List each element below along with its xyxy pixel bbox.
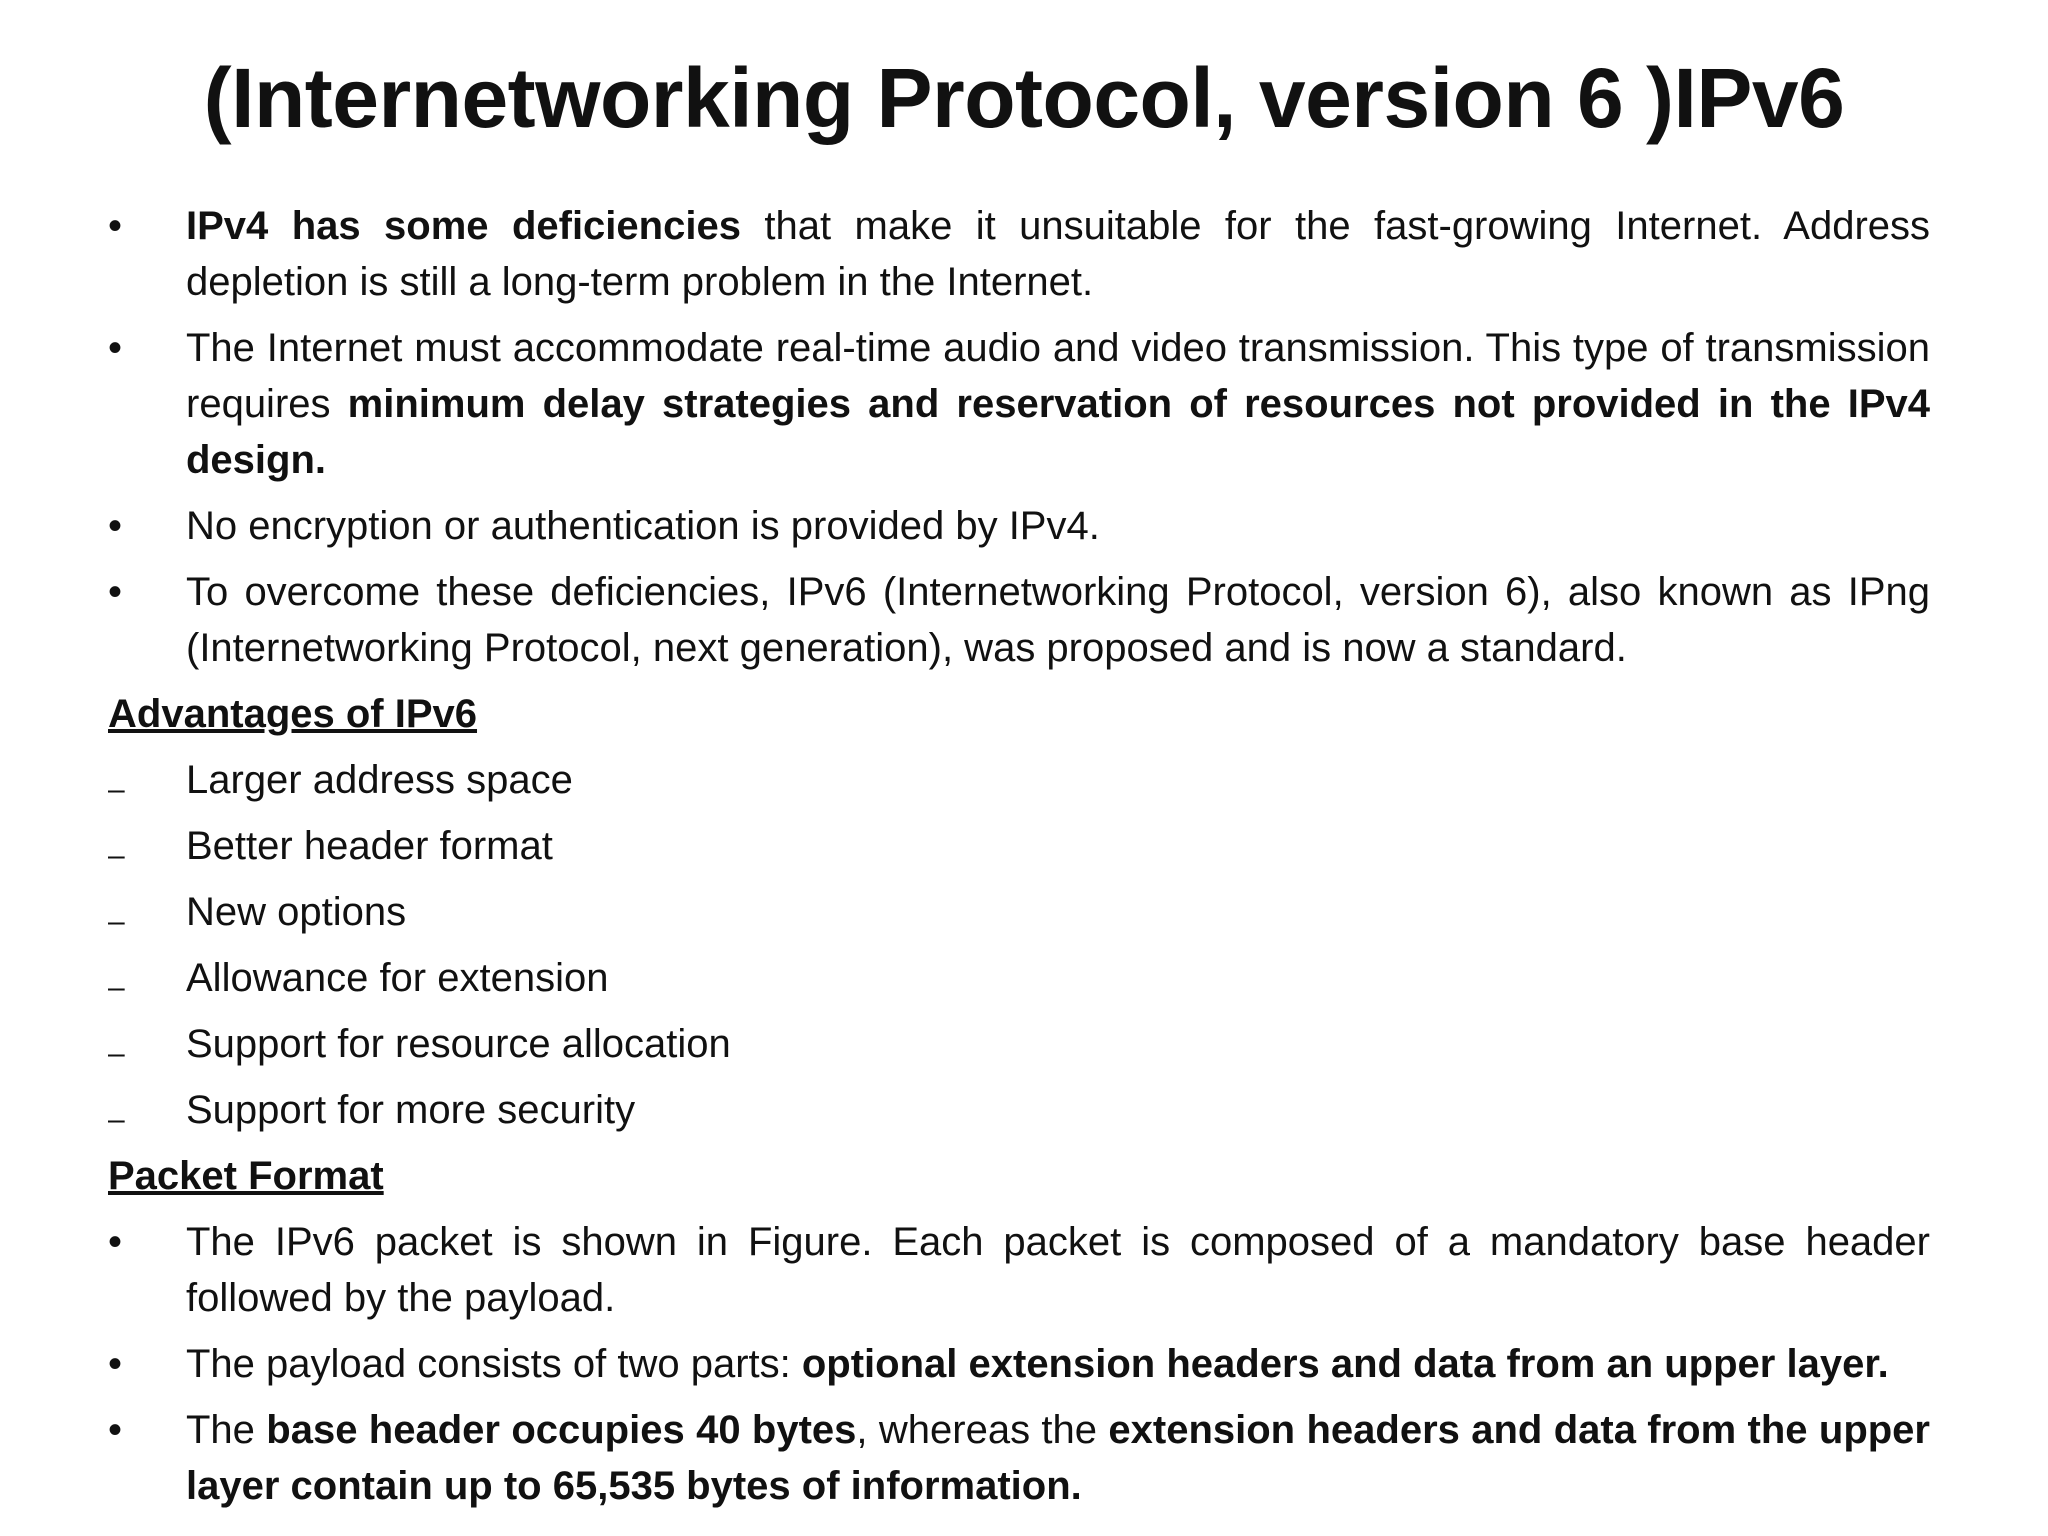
advantage-item: [108, 884, 1930, 940]
packet-format-heading: Packet Format: [108, 1154, 384, 1198]
bullet-text: [186, 1408, 1930, 1508]
bold-text-run: extension headers and data from the upper layer contain up to 65,535 bytes of information.: [186, 1408, 1930, 1508]
text-run: No encryption or authentication is provided by IPv4.: [186, 504, 1100, 548]
text-run: To overcome these deficiencies, IPv6 (Internetworking Protocol, version 6), also known as IPng (Internetworking Protocol, next generation), was proposed and is now a standard.: [186, 570, 1930, 670]
packet-bullet-list: [108, 1214, 1930, 1514]
bullet-marker: •: [108, 326, 123, 370]
advantages-heading: Advantages of IPv6: [108, 692, 478, 736]
advantage-item: [108, 818, 1930, 874]
text-run: The: [186, 1408, 267, 1452]
dash-marker: –: [108, 773, 125, 806]
bullet-text: [186, 204, 1930, 304]
intro-bullet-item: [108, 564, 1930, 676]
packet-bullet-item: [108, 1402, 1930, 1514]
bullet-text: [186, 1342, 1889, 1386]
text-run: The payload consists of two parts:: [186, 1342, 802, 1386]
text-run: The IPv6 packet is shown in Figure. Each packet is composed of a mandatory base header followed by the payload.: [186, 1220, 1930, 1320]
bullet-marker: •: [108, 504, 123, 548]
bullet-text: [186, 326, 1930, 482]
bullet-text: [186, 1220, 1930, 1320]
text-run: , whereas the: [856, 1408, 1109, 1452]
intro-bullet-item: [108, 198, 1930, 310]
advantage-item: [108, 1016, 1930, 1072]
bold-text-run: optional extension headers and data from an upper layer.: [801, 1342, 1889, 1386]
slide-title: (Internetworking Protocol, version 6 )IPv6: [203, 51, 1845, 145]
text-run: The Internet must accommodate real-time audio and video transmission. This type of transmission requires: [186, 326, 1930, 426]
bold-text-run: base header occupies 40 bytes: [266, 1408, 857, 1452]
advantage-text: Support for resource allocation: [186, 1022, 731, 1066]
packet-bullet-item: [108, 1214, 1930, 1326]
bullet-marker: •: [108, 570, 123, 614]
dash-marker: –: [108, 1103, 125, 1136]
advantage-text: Better header format: [186, 824, 553, 868]
advantage-item: [108, 1082, 1930, 1138]
bullet-text: [186, 570, 1930, 670]
bullet-marker: •: [108, 204, 123, 248]
advantage-item: [108, 752, 1930, 808]
advantage-text: Allowance for extension: [186, 956, 609, 1000]
dash-marker: –: [108, 839, 125, 872]
bullet-marker: •: [108, 1342, 123, 1386]
bullet-marker: •: [108, 1220, 123, 1264]
advantage-text: New options: [186, 890, 407, 934]
slide-content: [108, 198, 1930, 1524]
dash-marker: –: [108, 905, 125, 938]
bullet-text: [186, 504, 1100, 548]
bold-text-run: minimum delay strategies and reservation of resources not provided in the IPv4 design.: [186, 382, 1930, 482]
dash-marker: –: [108, 1037, 125, 1070]
advantage-item: [108, 950, 1930, 1006]
intro-bullet-item: [108, 498, 1930, 554]
text-run: that make it unsuitable for the fast-growing Internet. Address depletion is still a long-term problem in the Internet.: [186, 204, 1931, 304]
dash-marker: –: [108, 971, 125, 1004]
advantage-text: Larger address space: [186, 758, 573, 802]
advantage-text: Support for more security: [186, 1088, 636, 1132]
intro-bullet-list: [108, 198, 1930, 676]
packet-bullet-item: [108, 1336, 1930, 1392]
bullet-marker: •: [108, 1408, 123, 1452]
advantages-list: [108, 752, 1930, 1138]
bold-text-run: IPv4 has some deficiencies: [186, 204, 741, 248]
intro-bullet-item: [108, 320, 1930, 488]
